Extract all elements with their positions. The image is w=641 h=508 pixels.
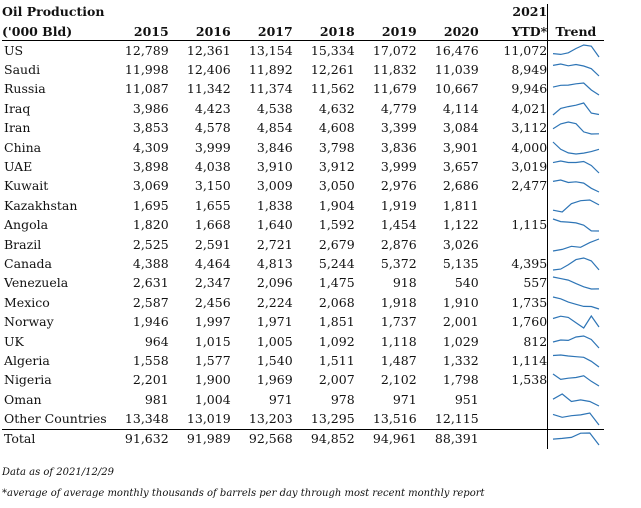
trend-line — [553, 258, 599, 270]
year-value: 1,900 — [194, 372, 231, 388]
year-value: 13,019 — [186, 411, 231, 427]
year-value: 3,798 — [318, 139, 355, 155]
col-header-2019: 2019 — [355, 20, 417, 41]
year-value: 5,135 — [442, 255, 479, 271]
year-value: 1,015 — [194, 333, 231, 349]
trend-sparkline — [551, 81, 601, 97]
ytd-value — [479, 196, 548, 215]
year-value: 3,009 — [256, 178, 293, 194]
trend-cell — [548, 216, 604, 235]
year-value: 2,001 — [442, 314, 479, 330]
table-row — [2, 274, 604, 293]
year-value: 3,846 — [256, 139, 293, 155]
year-value: 91,632 — [107, 429, 169, 449]
country-name: Kazakhstan — [4, 197, 78, 213]
year-value: 1,969 — [256, 372, 293, 388]
year-value: 1,540 — [256, 352, 293, 368]
year-value: 971 — [392, 391, 417, 407]
year-value: 3,910 — [256, 159, 293, 175]
year-value: 964 — [144, 333, 169, 349]
trend-sparkline — [551, 314, 601, 330]
year-value: 2,721 — [256, 236, 293, 252]
trend-line — [553, 45, 599, 57]
year-value: 17,072 — [372, 42, 417, 58]
year-value: 3,853 — [132, 120, 169, 136]
country-name: Venezuela — [4, 275, 69, 291]
trend-sparkline — [551, 198, 601, 214]
trend-cell — [548, 235, 604, 254]
trend-cell — [548, 80, 604, 99]
trend-sparkline — [551, 62, 601, 78]
year-value: 12,261 — [310, 62, 355, 78]
table-row — [2, 138, 604, 157]
year-value: 1,511 — [318, 352, 355, 368]
year-value: 2,456 — [194, 294, 231, 310]
ytd-value: 4,395 — [479, 254, 548, 273]
year-value: 1,118 — [380, 333, 417, 349]
year-value: 13,348 — [124, 411, 169, 427]
trend-sparkline — [551, 120, 601, 136]
year-value: 4,464 — [194, 255, 231, 271]
year-value: 3,026 — [442, 236, 479, 252]
year-value: 12,406 — [186, 62, 231, 78]
country-name: Algeria — [4, 352, 50, 368]
year-value: 971 — [268, 391, 293, 407]
trend-cell — [548, 409, 604, 429]
year-value: 978 — [330, 391, 355, 407]
col-header-2018: 2018 — [293, 20, 355, 41]
year-value: 12,361 — [186, 42, 231, 58]
year-value: 1,655 — [194, 197, 231, 213]
trend-sparkline — [551, 334, 601, 350]
table-row — [2, 80, 604, 99]
year-value: 2,631 — [132, 275, 169, 291]
year-value: 3,999 — [194, 139, 231, 155]
year-value: 1,851 — [318, 314, 355, 330]
ytd-value: 812 — [479, 332, 548, 351]
year-value: 2,525 — [132, 236, 169, 252]
year-value: 11,832 — [372, 62, 417, 78]
trend-sparkline — [551, 353, 601, 369]
ytd-value — [479, 429, 548, 449]
country-name: Oman — [4, 391, 42, 407]
ytd-value: 1,538 — [479, 371, 548, 390]
country-name: Other Countries — [4, 411, 107, 427]
year-value: 5,372 — [380, 255, 417, 271]
year-value: 4,114 — [442, 100, 479, 116]
ytd-footnote: *average of average monthly thousands of barrels per day through most recent monthly report — [2, 488, 485, 499]
year-value: 4,608 — [318, 120, 355, 136]
trend-line — [553, 433, 599, 445]
trend-line — [553, 336, 599, 348]
trend-line — [553, 219, 599, 231]
ytd-value: 4,021 — [479, 99, 548, 118]
trend-sparkline — [551, 295, 601, 311]
year-value: 4,779 — [380, 100, 417, 116]
table-row — [2, 99, 604, 118]
year-value: 951 — [454, 391, 479, 407]
col-header-2017: 2017 — [231, 20, 293, 41]
year-value: 1,558 — [132, 352, 169, 368]
footnotes — [2, 466, 485, 508]
trend-sparkline — [551, 275, 601, 291]
trend-cell — [548, 429, 604, 449]
year-value: 2,686 — [442, 178, 479, 194]
trend-sparkline — [551, 159, 601, 175]
trend-sparkline — [551, 217, 601, 233]
trend-sparkline — [551, 43, 601, 59]
country-name: Total — [2, 429, 107, 449]
year-value: 1,798 — [442, 372, 479, 388]
trend-cell — [548, 351, 604, 370]
year-value: 1,005 — [256, 333, 293, 349]
year-value: 4,423 — [194, 100, 231, 116]
year-value: 94,961 — [355, 429, 417, 449]
table-row — [2, 157, 604, 176]
year-value: 3,150 — [194, 178, 231, 194]
year-value: 1,592 — [318, 217, 355, 233]
country-name: China — [4, 139, 42, 155]
table-title: Oil Production — [2, 4, 105, 19]
year-value: 3,901 — [442, 139, 479, 155]
year-value: 11,562 — [310, 81, 355, 97]
year-value: 3,986 — [132, 100, 169, 116]
year-value: 12,789 — [124, 42, 169, 58]
table-row — [2, 409, 604, 429]
table-row — [2, 429, 604, 449]
country-name: US — [4, 42, 24, 58]
year-value: 11,342 — [186, 81, 231, 97]
year-value: 3,069 — [132, 178, 169, 194]
trend-cell — [548, 41, 604, 61]
table-row — [2, 332, 604, 351]
country-name: Mexico — [4, 294, 50, 310]
year-value: 2,876 — [380, 236, 417, 252]
year-value: 1,577 — [194, 352, 231, 368]
col-header-2020: 2020 — [417, 20, 479, 41]
year-value: 16,476 — [434, 42, 479, 58]
table-row — [2, 196, 604, 215]
trend-cell — [548, 138, 604, 157]
trend-sparkline — [551, 431, 601, 447]
year-value: 13,295 — [310, 411, 355, 427]
year-value: 4,388 — [132, 255, 169, 271]
year-value: 2,102 — [380, 372, 417, 388]
col-header-ytd: YTD* — [479, 20, 548, 41]
country-name: UK — [4, 333, 24, 349]
trend-line — [553, 122, 599, 134]
trend-line — [553, 277, 599, 289]
table-row — [2, 235, 604, 254]
table-row — [2, 60, 604, 79]
year-value: 4,813 — [256, 255, 293, 271]
trend-cell — [548, 274, 604, 293]
year-value: 13,154 — [248, 42, 293, 58]
year-value: 4,038 — [194, 159, 231, 175]
country-name: Russia — [4, 81, 46, 97]
year-value: 1,332 — [442, 352, 479, 368]
table-row — [2, 312, 604, 331]
year-value: 2,224 — [256, 294, 293, 310]
ytd-value — [479, 390, 548, 409]
year-value: 1,838 — [256, 197, 293, 213]
ytd-value: 4,000 — [479, 138, 548, 157]
country-name: UAE — [4, 159, 33, 175]
year-value: 4,578 — [194, 120, 231, 136]
year-value: 4,309 — [132, 139, 169, 155]
ytd-year-header: 2021 — [479, 4, 548, 20]
ytd-value: 3,019 — [479, 157, 548, 176]
country-name: Iran — [4, 120, 31, 136]
year-value: 1,737 — [380, 314, 417, 330]
ytd-value: 11,072 — [479, 41, 548, 61]
ytd-value: 1,760 — [479, 312, 548, 331]
trend-cell — [548, 371, 604, 390]
data-date-note: Data as of 2021/12/29 — [2, 467, 114, 478]
ytd-value — [479, 409, 548, 429]
trend-line — [553, 413, 599, 425]
table-row — [2, 216, 604, 235]
trend-cell — [548, 293, 604, 312]
year-value: 15,334 — [310, 42, 355, 58]
year-value: 13,203 — [248, 411, 293, 427]
year-value: 3,399 — [380, 120, 417, 136]
trend-line — [553, 64, 599, 76]
trend-cell — [548, 99, 604, 118]
trend-cell — [548, 196, 604, 215]
table-unit: ('000 Bld) — [2, 20, 107, 41]
ytd-value: 557 — [479, 274, 548, 293]
trend-cell — [548, 254, 604, 273]
year-value: 11,374 — [248, 81, 293, 97]
trend-cell — [548, 60, 604, 79]
trend-line — [553, 316, 599, 328]
trend-sparkline — [551, 411, 601, 427]
year-value: 91,989 — [169, 429, 231, 449]
year-value: 2,591 — [194, 236, 231, 252]
year-value: 1,029 — [442, 333, 479, 349]
year-value: 4,632 — [318, 100, 355, 116]
year-value: 1,946 — [132, 314, 169, 330]
year-value: 1,997 — [194, 314, 231, 330]
year-value: 1,475 — [318, 275, 355, 291]
year-value: 1,918 — [380, 294, 417, 310]
year-value: 10,667 — [434, 81, 479, 97]
trend-line — [553, 374, 599, 386]
year-value: 11,039 — [434, 62, 479, 78]
trend-sparkline — [551, 140, 601, 156]
year-value: 1,487 — [380, 352, 417, 368]
year-value: 1,122 — [442, 217, 479, 233]
year-value: 12,115 — [434, 411, 479, 427]
trend-sparkline — [551, 178, 601, 194]
year-value: 4,854 — [256, 120, 293, 136]
trend-line — [553, 355, 599, 367]
year-value: 4,538 — [256, 100, 293, 116]
year-value: 92,568 — [231, 429, 293, 449]
year-value: 2,007 — [318, 372, 355, 388]
country-name: Saudi — [4, 62, 41, 78]
year-value: 1,640 — [256, 217, 293, 233]
year-value: 2,976 — [380, 178, 417, 194]
table-row — [2, 254, 604, 273]
year-value: 2,096 — [256, 275, 293, 291]
country-name: Brazil — [4, 236, 42, 252]
ytd-value — [479, 235, 548, 254]
table-row — [2, 293, 604, 312]
trend-sparkline — [551, 101, 601, 117]
ytd-value: 1,735 — [479, 293, 548, 312]
trend-line — [553, 83, 599, 95]
year-value: 88,391 — [417, 429, 479, 449]
year-value: 1,092 — [318, 333, 355, 349]
ytd-value: 1,114 — [479, 351, 548, 370]
year-value: 3,912 — [318, 159, 355, 175]
country-name: Kuwait — [4, 178, 49, 194]
year-value: 2,068 — [318, 294, 355, 310]
year-value: 3,657 — [442, 159, 479, 175]
table-row — [2, 177, 604, 196]
oil-production-table — [2, 4, 604, 449]
year-value: 1,454 — [380, 217, 417, 233]
year-value: 1,811 — [442, 197, 479, 213]
trend-sparkline — [551, 392, 601, 408]
table-row — [2, 41, 604, 61]
trend-line — [553, 200, 599, 212]
country-name: Nigeria — [4, 372, 52, 388]
year-value: 918 — [392, 275, 417, 291]
year-value: 1,971 — [256, 314, 293, 330]
col-header-2016: 2016 — [169, 20, 231, 41]
country-name: Norway — [4, 314, 54, 330]
year-value: 13,516 — [372, 411, 417, 427]
col-header-2015: 2015 — [107, 20, 169, 41]
year-value: 3,836 — [380, 139, 417, 155]
year-value: 1,919 — [380, 197, 417, 213]
year-value: 981 — [144, 391, 169, 407]
trend-cell — [548, 390, 604, 409]
ytd-value: 9,946 — [479, 80, 548, 99]
country-name: Angola — [4, 217, 49, 233]
year-value: 5,244 — [318, 255, 355, 271]
ytd-value: 3,112 — [479, 119, 548, 138]
trend-cell — [548, 177, 604, 196]
trend-line — [553, 180, 599, 192]
year-value: 1,695 — [132, 197, 169, 213]
year-value: 2,587 — [132, 294, 169, 310]
trend-cell — [548, 157, 604, 176]
trend-sparkline — [551, 256, 601, 272]
country-name: Iraq — [4, 100, 31, 116]
ytd-value: 1,115 — [479, 216, 548, 235]
trend-line — [553, 239, 599, 251]
table-row — [2, 371, 604, 390]
year-value: 2,201 — [132, 372, 169, 388]
table-row — [2, 390, 604, 409]
ytd-value: 8,949 — [479, 60, 548, 79]
trend-line — [553, 103, 599, 115]
trend-sparkline — [551, 237, 601, 253]
year-value: 3,084 — [442, 120, 479, 136]
table-row — [2, 119, 604, 138]
year-value: 1,668 — [194, 217, 231, 233]
col-header-trend: Trend — [548, 20, 604, 41]
trend-line — [553, 161, 599, 173]
year-value: 2,679 — [318, 236, 355, 252]
trend-line — [553, 142, 599, 154]
country-name: Canada — [4, 255, 52, 271]
trend-cell — [548, 119, 604, 138]
ytd-value: 2,477 — [479, 177, 548, 196]
year-value: 94,852 — [293, 429, 355, 449]
year-value: 1,910 — [442, 294, 479, 310]
year-value: 3,898 — [132, 159, 169, 175]
year-value: 2,347 — [194, 275, 231, 291]
year-value: 540 — [454, 275, 479, 291]
trend-line — [553, 297, 599, 309]
year-value: 11,679 — [372, 81, 417, 97]
year-value: 1,004 — [194, 391, 231, 407]
year-value: 3,999 — [380, 159, 417, 175]
year-value: 11,998 — [124, 62, 169, 78]
year-value: 11,892 — [248, 62, 293, 78]
year-value: 1,820 — [132, 217, 169, 233]
trend-line — [553, 394, 599, 406]
trend-sparkline — [551, 372, 601, 388]
year-value: 3,050 — [318, 178, 355, 194]
year-value: 1,904 — [318, 197, 355, 213]
year-value: 11,087 — [124, 81, 169, 97]
trend-cell — [548, 312, 604, 331]
trend-cell — [548, 332, 604, 351]
table-row — [2, 351, 604, 370]
